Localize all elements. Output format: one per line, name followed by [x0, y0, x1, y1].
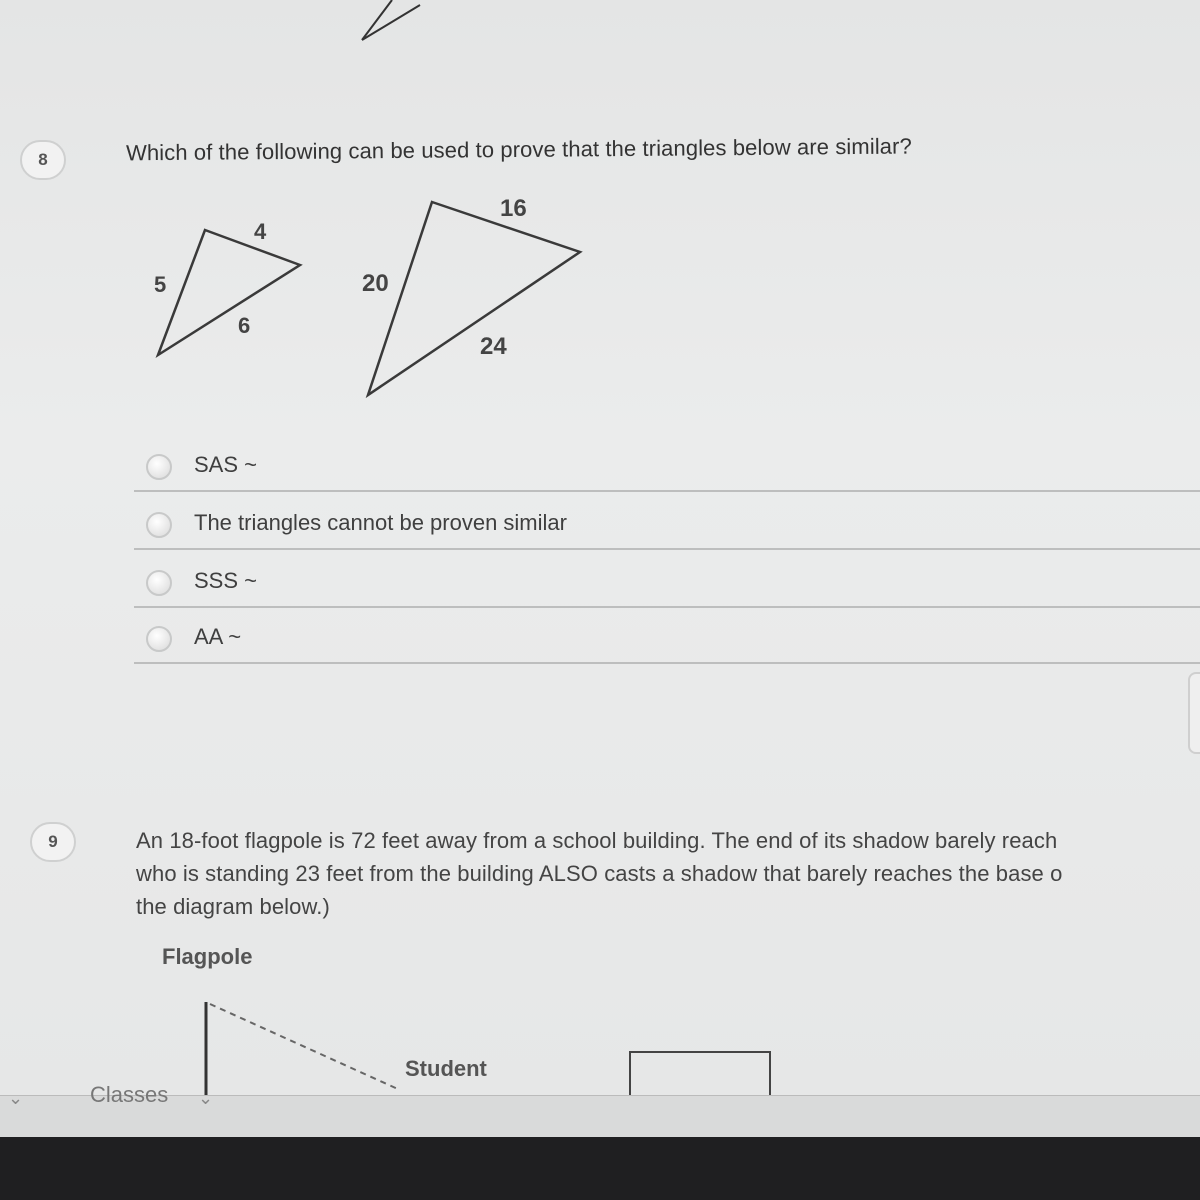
radio-button[interactable]	[146, 570, 172, 596]
question-number: 9	[48, 832, 58, 851]
answer-choice-sss[interactable]	[134, 562, 1200, 608]
answer-choice-label: SSS ~	[194, 568, 257, 593]
radio-button[interactable]	[146, 626, 172, 652]
answer-choice-sas[interactable]	[134, 446, 1200, 492]
large-triangle-side-bottom: 24	[480, 333, 507, 360]
school-building	[630, 1052, 770, 1100]
radio-button[interactable]	[146, 512, 172, 538]
question-prompt-line: An 18-foot flagpole is 72 feet away from a school building. The end of its shadow barely reach	[136, 828, 1058, 853]
question-prompt-line: who is standing 23 feet from the building ALSO casts a shadow that barely reaches the base o	[136, 861, 1063, 886]
chevron-down-icon[interactable]: ⌄	[198, 1088, 214, 1108]
side-panel-edge[interactable]	[1188, 672, 1200, 754]
question-prompt	[136, 824, 1200, 923]
small-triangle-side-bottom: 6	[238, 313, 251, 338]
small-triangle-side-top: 4	[254, 219, 267, 244]
answer-choice-label: The triangles cannot be proven similar	[194, 510, 567, 535]
question-number-badge	[30, 822, 76, 862]
question-prompt: Which of the following can be used to prove that the triangles below are similar?	[125, 133, 912, 166]
screen-bezel	[0, 1137, 1200, 1200]
question-number-badge	[20, 140, 66, 180]
large-triangle	[368, 202, 580, 395]
question-prompt-line: the diagram below.)	[136, 894, 330, 919]
previous-question-diagram	[340, 0, 460, 50]
large-triangle-side-top: 16	[500, 195, 527, 222]
answer-choice-label: SAS ~	[194, 452, 257, 477]
similar-triangles-diagram	[140, 190, 610, 410]
answer-choice-aa[interactable]	[134, 618, 1200, 664]
flagpole-label: Flagpole	[162, 944, 253, 969]
flagpole-shadow-diagram	[180, 990, 800, 1100]
student-label: Student	[405, 1056, 487, 1081]
question-number: 8	[38, 150, 48, 169]
radio-button[interactable]	[146, 454, 172, 480]
chevron-down-icon[interactable]: ⌄	[8, 1088, 24, 1108]
bottom-nav-bar	[0, 1095, 1200, 1138]
answer-choice-label: AA ~	[194, 624, 242, 649]
small-triangle-side-left: 5	[154, 272, 167, 297]
answer-choice-cannot-prove[interactable]	[134, 504, 1200, 550]
small-triangle	[158, 230, 300, 355]
classes-menu[interactable]: Classes	[90, 1082, 169, 1107]
shadow-line	[210, 1004, 400, 1090]
large-triangle-side-left: 20	[362, 270, 389, 297]
